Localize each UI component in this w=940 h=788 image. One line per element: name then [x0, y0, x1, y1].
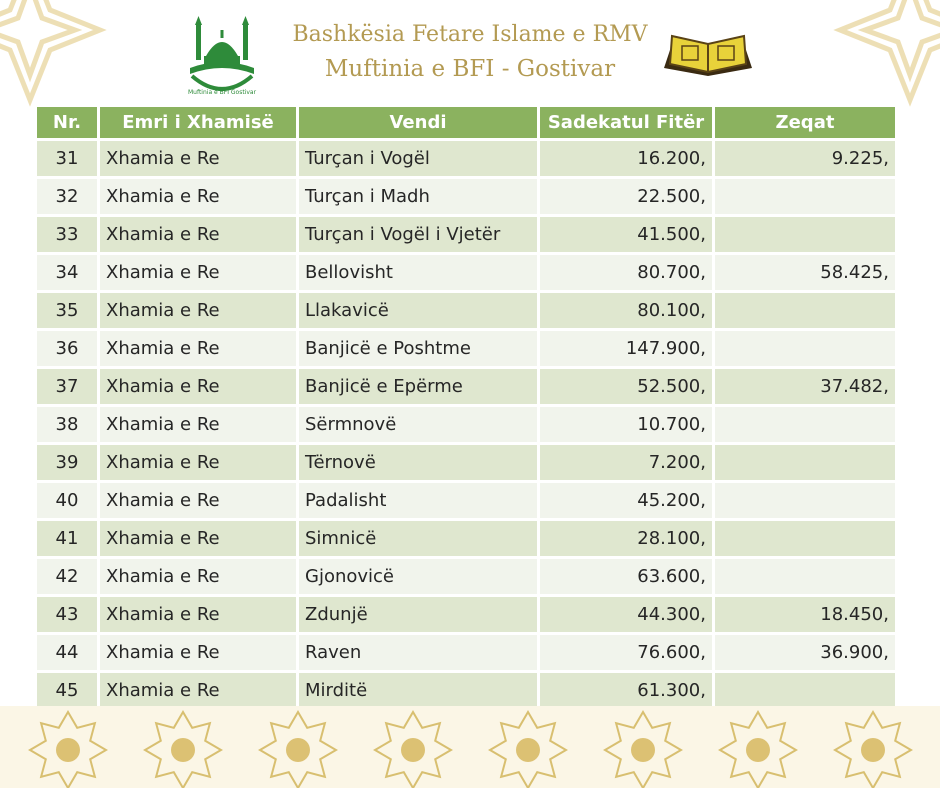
cell-mosque-name: Xhamia e Re	[100, 217, 296, 252]
organization-subtitle: Muftinia e BFI - Gostivar	[324, 56, 616, 82]
cell-zeqat: 9.225,	[715, 141, 895, 176]
cell-place: Simnicë	[299, 521, 537, 556]
column-header-nr: Nr.	[37, 107, 97, 138]
cell-place: Mirditë	[299, 673, 537, 708]
table-row	[37, 445, 895, 480]
cell-nr: 36	[37, 331, 97, 366]
ornament-medallion	[631, 738, 655, 762]
cell-nr: 40	[37, 483, 97, 518]
cell-zeqat	[715, 331, 895, 366]
ornament-medallion	[516, 738, 540, 762]
cell-place: Turçan i Vogël i Vjetër	[299, 217, 537, 252]
table-row	[37, 217, 895, 252]
cell-zeqat	[715, 521, 895, 556]
cell-nr: 42	[37, 559, 97, 594]
cell-mosque-name: Xhamia e Re	[100, 407, 296, 442]
cell-sadekatul-fiter: 41.500,	[540, 217, 712, 252]
cell-place: Llakavicë	[299, 293, 537, 328]
cell-sadekatul-fiter: 28.100,	[540, 521, 712, 556]
cell-zeqat	[715, 179, 895, 214]
cell-zeqat: 37.482,	[715, 369, 895, 404]
cell-place: Sërmnovë	[299, 407, 537, 442]
cell-nr: 37	[37, 369, 97, 404]
table-row	[37, 597, 895, 632]
cell-zeqat	[715, 483, 895, 518]
table-row	[37, 141, 895, 176]
cell-mosque-name: Xhamia e Re	[100, 255, 296, 290]
cell-mosque-name: Xhamia e Re	[100, 483, 296, 518]
cell-place: Gjonovicë	[299, 559, 537, 594]
table-row	[37, 179, 895, 214]
cell-nr: 34	[37, 255, 97, 290]
cell-sadekatul-fiter: 45.200,	[540, 483, 712, 518]
cell-mosque-name: Xhamia e Re	[100, 559, 296, 594]
column-header-sadekatul: Sadekatul Fitër	[540, 107, 712, 138]
cell-mosque-name: Xhamia e Re	[100, 141, 296, 176]
cell-place: Banjicë e Epërme	[299, 369, 537, 404]
cell-nr: 35	[37, 293, 97, 328]
ornament-medallion	[401, 738, 425, 762]
contributions-table	[34, 104, 898, 711]
cell-zeqat	[715, 673, 895, 708]
table-row	[37, 483, 895, 518]
cell-zeqat: 18.450,	[715, 597, 895, 632]
cell-zeqat	[715, 217, 895, 252]
cell-nr: 39	[37, 445, 97, 480]
ornament-medallion	[171, 738, 195, 762]
table-row	[37, 673, 895, 708]
cell-zeqat	[715, 293, 895, 328]
cell-sadekatul-fiter: 147.900,	[540, 331, 712, 366]
cell-mosque-name: Xhamia e Re	[100, 521, 296, 556]
cell-sadekatul-fiter: 22.500,	[540, 179, 712, 214]
cell-place: Padalisht	[299, 483, 537, 518]
cell-sadekatul-fiter: 80.700,	[540, 255, 712, 290]
cell-nr: 43	[37, 597, 97, 632]
table-row	[37, 331, 895, 366]
cell-sadekatul-fiter: 16.200,	[540, 141, 712, 176]
table-row	[37, 635, 895, 670]
cell-nr: 45	[37, 673, 97, 708]
cell-place: Turçan i Vogël	[299, 141, 537, 176]
cell-sadekatul-fiter: 61.300,	[540, 673, 712, 708]
cell-nr: 41	[37, 521, 97, 556]
cell-zeqat: 58.425,	[715, 255, 895, 290]
ornament-medallion	[861, 738, 885, 762]
cell-nr: 31	[37, 141, 97, 176]
cell-zeqat	[715, 407, 895, 442]
table-row	[37, 255, 895, 290]
column-header-zeqat: Zeqat	[715, 107, 895, 138]
cell-sadekatul-fiter: 44.300,	[540, 597, 712, 632]
cell-mosque-name: Xhamia e Re	[100, 331, 296, 366]
page-header	[0, 0, 940, 100]
quran-book-icon	[660, 30, 756, 82]
cell-mosque-name: Xhamia e Re	[100, 445, 296, 480]
ornament-footer-border	[0, 706, 940, 788]
cell-sadekatul-fiter: 7.200,	[540, 445, 712, 480]
table-row	[37, 521, 895, 556]
cell-zeqat	[715, 559, 895, 594]
cell-sadekatul-fiter: 52.500,	[540, 369, 712, 404]
cell-place: Tërnovë	[299, 445, 537, 480]
cell-mosque-name: Xhamia e Re	[100, 369, 296, 404]
table-header-row	[37, 107, 895, 138]
cell-nr: 32	[37, 179, 97, 214]
cell-nr: 33	[37, 217, 97, 252]
cell-place: Bellovisht	[299, 255, 537, 290]
cell-mosque-name: Xhamia e Re	[100, 293, 296, 328]
mosque-logo-icon	[182, 16, 262, 100]
cell-place: Raven	[299, 635, 537, 670]
table-row	[37, 407, 895, 442]
cell-place: Turçan i Madh	[299, 179, 537, 214]
column-header-emri: Emri i Xhamisë	[100, 107, 296, 138]
organization-title: Bashkësia Fetare Islame e RMV	[292, 22, 648, 47]
cell-place: Zdunjë	[299, 597, 537, 632]
ornament-medallion	[286, 738, 310, 762]
svg-text:Muftinia e BFI Gostivar: Muftinia e BFI Gostivar	[187, 89, 257, 96]
cell-sadekatul-fiter: 10.700,	[540, 407, 712, 442]
cell-zeqat	[715, 445, 895, 480]
table-row	[37, 369, 895, 404]
cell-sadekatul-fiter: 63.600,	[540, 559, 712, 594]
cell-mosque-name: Xhamia e Re	[100, 635, 296, 670]
ornament-medallion	[56, 738, 80, 762]
ornament-medallion	[746, 738, 770, 762]
column-header-vendi: Vendi	[299, 107, 537, 138]
cell-nr: 38	[37, 407, 97, 442]
cell-mosque-name: Xhamia e Re	[100, 597, 296, 632]
cell-mosque-name: Xhamia e Re	[100, 179, 296, 214]
cell-sadekatul-fiter: 80.100,	[540, 293, 712, 328]
cell-place: Banjicë e Poshtme	[299, 331, 537, 366]
cell-mosque-name: Xhamia e Re	[100, 673, 296, 708]
cell-nr: 44	[37, 635, 97, 670]
cell-sadekatul-fiter: 76.600,	[540, 635, 712, 670]
cell-zeqat: 36.900,	[715, 635, 895, 670]
table-row	[37, 559, 895, 594]
table-row	[37, 293, 895, 328]
